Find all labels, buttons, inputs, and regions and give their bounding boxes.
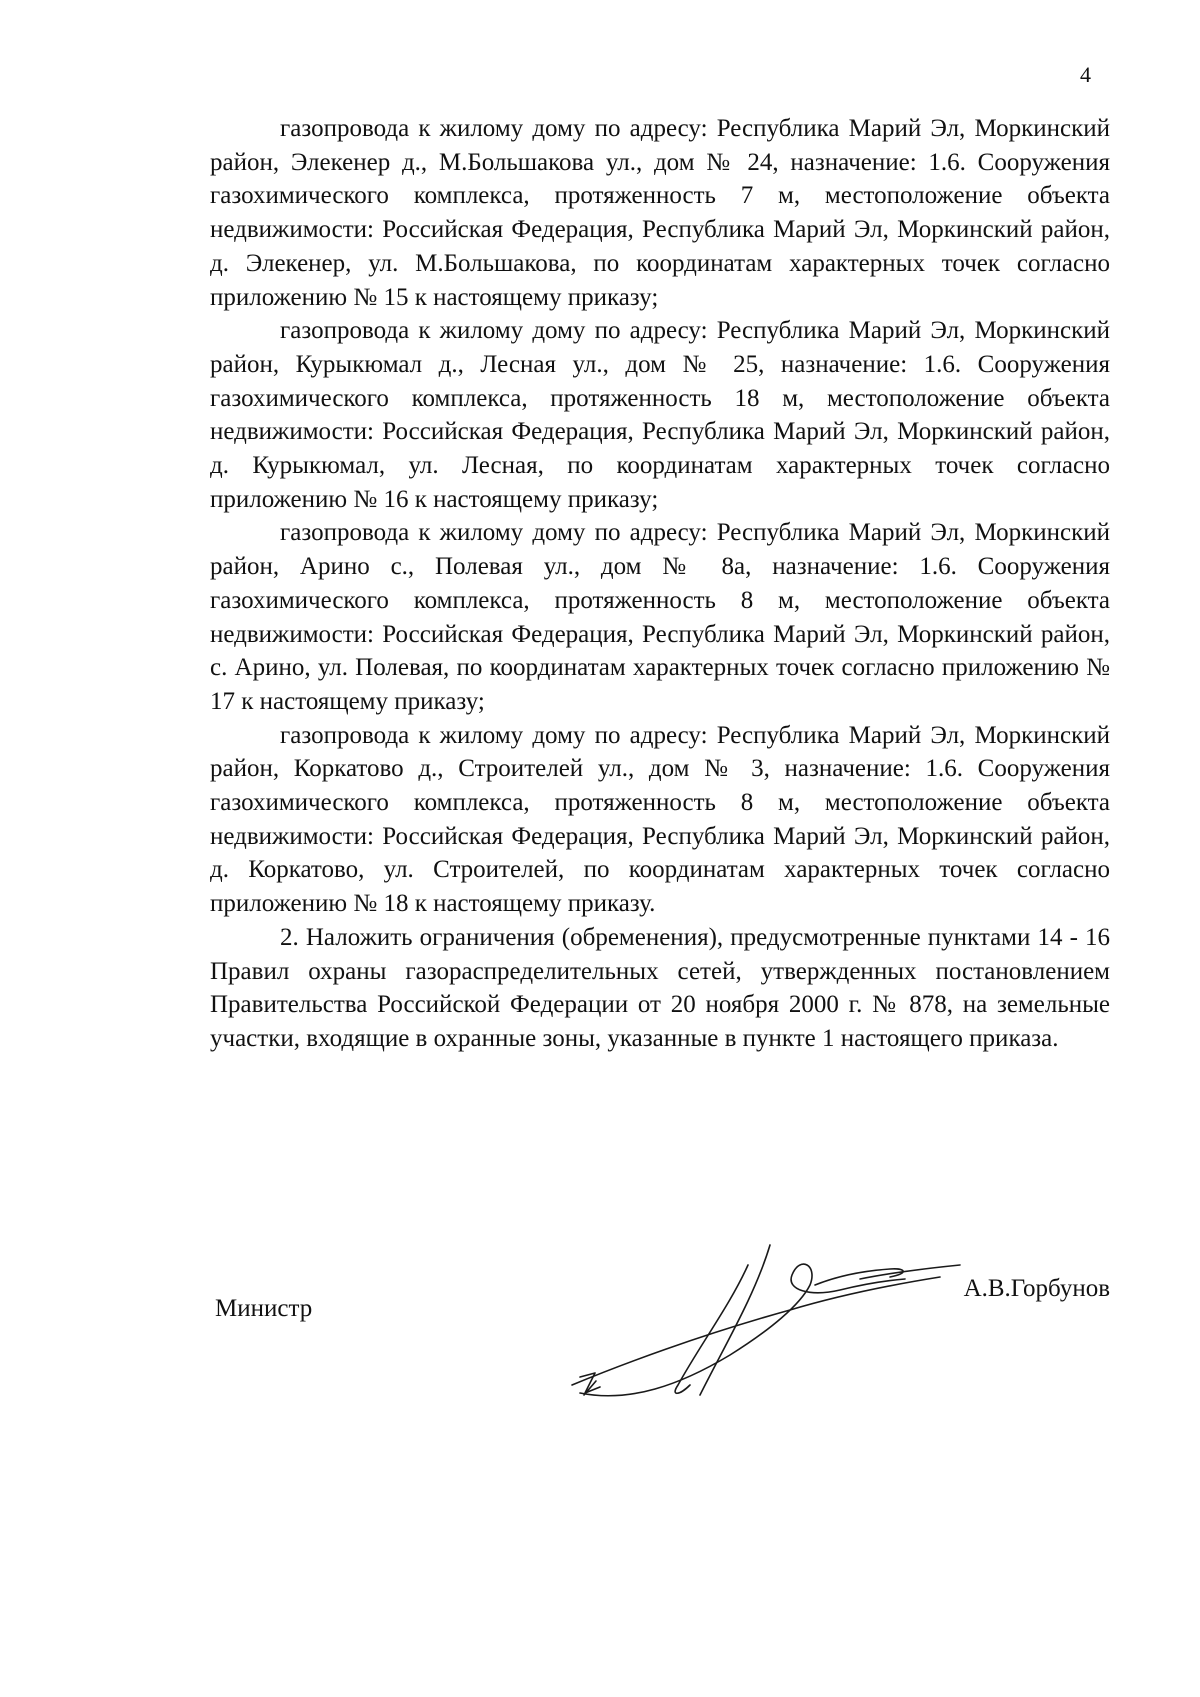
paragraph-annex-18: газопровода к жилому дому по адресу: Республика Марий Эл, Моркинский район, Коркатово д., Строителей ул., дом № 3, назначение: 1.6. Сооружения газохимического комплекса, протяженность 8 м, местоположение объекта недвижимости: Российская Федерация, Республика Марий Эл, Моркинский район, д. Коркатово, ул. Строителей, по координатам характерных точек согласно приложению № 18 к настоящему приказу. (210, 721, 1110, 918)
paragraph-annex-17: газопровода к жилому дому по адресу: Республика Марий Эл, Моркинский район, Арино с., Полевая ул., дом № 8а, назначение: 1.6. Сооружения газохимического комплекса, протяженность 8 м, местоположение объекта недвижимости: Российская Федерация, Республика Марий Эл, Моркинский район, с. Арино, ул. Полевая, по координатам характерных точек согласно приложению № 17 к настоящему приказу; (210, 519, 1110, 715)
paragraph-annex-16: газопровода к жилому дому по адресу: Республика Марий Эл, Моркинский район, Курыкюмал д., Лесная ул., дом № 25, назначение: 1.6. Сооружения газохимического комплекса, протяженность 18 м, местоположение объекта недвижимости: Российская Федерация, Республика Марий Эл, Моркинский район, д. Курыкюмал, ул. Лесная, по координатам характерных точек согласно приложению № 16 к настоящему приказу; (210, 317, 1110, 513)
page-number: 4 (1080, 62, 1091, 87)
signature-block (210, 1235, 1110, 1435)
signatory-name: А.В.Горбунов (963, 1275, 1110, 1302)
paragraph-annex-15: газопровода к жилому дому по адресу: Республика Марий Эл, Моркинский район, Элекенер д., М.Большакова ул., дом № 24, назначение: 1.6. Сооружения газохимического комплекса, протяженность 7 м, местоположение объекта недвижимости: Российская Федерация, Республика Марий Эл, Моркинский район, д. Элекенер, ул. М.Большакова, по координатам характерных точек согласно приложению № 15 к настоящему приказу; (210, 115, 1110, 311)
handwritten-signature (560, 1235, 980, 1405)
document-body (210, 112, 1110, 1056)
paragraph-restrictions: 2. Наложить ограничения (обременения), предусмотренные пунктами 14 - 16 Правил охраны газораспределительных сетей, утвержденных постановлением Правительства Российской Федерации от 20 ноября 2000 г. № 878, на земельные участки, входящие в охранные зоны, указанные в пункте 1 настоящего приказа. (210, 923, 1110, 1052)
signatory-role: Министр (215, 1295, 313, 1322)
